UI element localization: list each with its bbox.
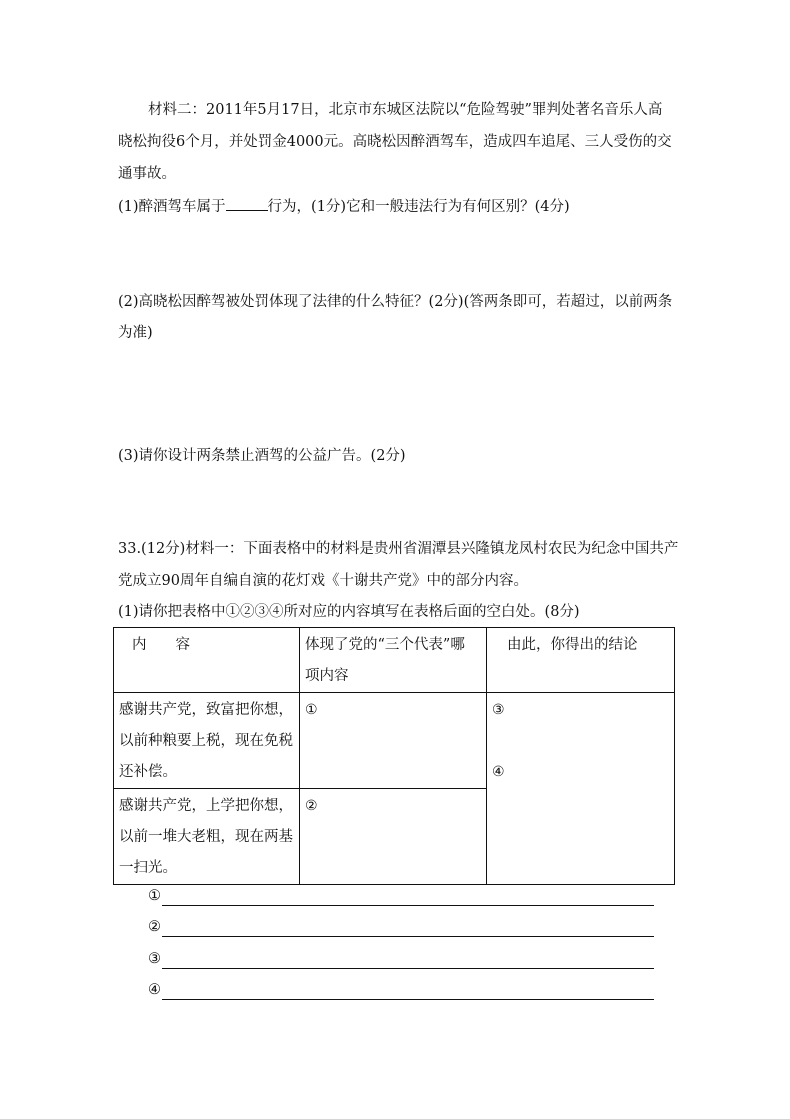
conclusion-mark-4: ④	[492, 764, 505, 780]
answer-rule-1[interactable]	[162, 889, 654, 906]
header-conclusion-label: 由此，你得出的结论	[507, 637, 638, 653]
question-33-line2: 党成立90周年自编自演的花灯戏《十谢共产党》中的部分内容。	[118, 573, 528, 589]
conclusion-mark-3: ③	[492, 702, 505, 718]
row1-mark: ①	[305, 702, 318, 718]
material2-line2: 晓松拘役6个月，并处罚金4000元。高晓松因醉酒驾车，造成四车追尾、三人受伤的交	[118, 134, 672, 150]
answer-num-3: ③	[148, 951, 161, 967]
row1-content	[114, 693, 300, 789]
row1-content-line2: 以前种粮要上税，现在免税	[119, 733, 293, 749]
header-representation	[300, 628, 487, 693]
question-33-line1: 33.(12分)材料一：下面表格中的材料是贵州省湄潭县兴隆镇龙凤村农民为纪念中国共产	[118, 541, 679, 557]
answer-line-3[interactable]	[148, 947, 654, 969]
question-1-prefix: (1)醉酒驾车属于	[118, 199, 226, 215]
row1-content-line1: 感谢共产党，致富把你想，	[119, 702, 293, 718]
row1-mark-cell[interactable]	[300, 693, 487, 789]
question-1-blank[interactable]	[226, 196, 268, 211]
row2-mark: ②	[305, 798, 318, 814]
header-content-label: 内 容	[132, 637, 190, 653]
row2-content-line3: 一扫光。	[119, 860, 177, 876]
answer-line-4[interactable]	[148, 978, 654, 1000]
row2-mark-cell[interactable]	[300, 789, 487, 885]
header-representation-line2: 项内容	[305, 668, 349, 684]
row2-content	[114, 789, 300, 885]
answer-rule-4[interactable]	[162, 983, 654, 1000]
question-1-suffix: 行为，(1分)它和一般违法行为有何区别？(4分)	[267, 199, 570, 215]
answer-num-4: ④	[148, 982, 161, 998]
row2-content-line2: 以前一堆大老粗，现在两基	[119, 829, 293, 845]
answer-line-2[interactable]	[148, 915, 654, 937]
header-representation-line1: 体现了党的“三个代表”哪	[305, 637, 465, 653]
answer-line-1[interactable]	[148, 884, 654, 906]
question-33-sub1: (1)请你把表格中①②③④所对应的内容填写在表格后面的空白处。(8分)	[118, 604, 580, 620]
row1-content-line3: 还补偿。	[119, 764, 177, 780]
answer-rule-2[interactable]	[162, 920, 654, 937]
question-2-line1: (2)高晓松因醉驾被处罚体现了法律的什么特征？(2分)(答两条即可，若超过，以前两条	[118, 294, 673, 310]
answer-num-1: ①	[148, 888, 161, 904]
conclusion-cell[interactable]	[487, 693, 675, 885]
table-row	[114, 693, 675, 789]
question-2-line2: 为准)	[118, 325, 153, 341]
material2-line3: 通事故。	[118, 166, 176, 182]
row2-content-line1: 感谢共产党，上学把你想，	[119, 798, 293, 814]
header-conclusion	[487, 628, 675, 693]
header-content	[114, 628, 300, 693]
answer-num-2: ②	[148, 919, 161, 935]
answer-table	[113, 627, 675, 885]
material2-line1: 材料二：2011年5月17日，北京市东城区法院以“危险驾驶”罪判处著名音乐人高	[148, 102, 663, 118]
answer-rule-3[interactable]	[162, 952, 654, 969]
question-1	[118, 196, 570, 217]
question-3: (3)请你设计两条禁止酒驾的公益广告。(2分)	[118, 448, 406, 464]
table-header-row	[114, 628, 675, 693]
